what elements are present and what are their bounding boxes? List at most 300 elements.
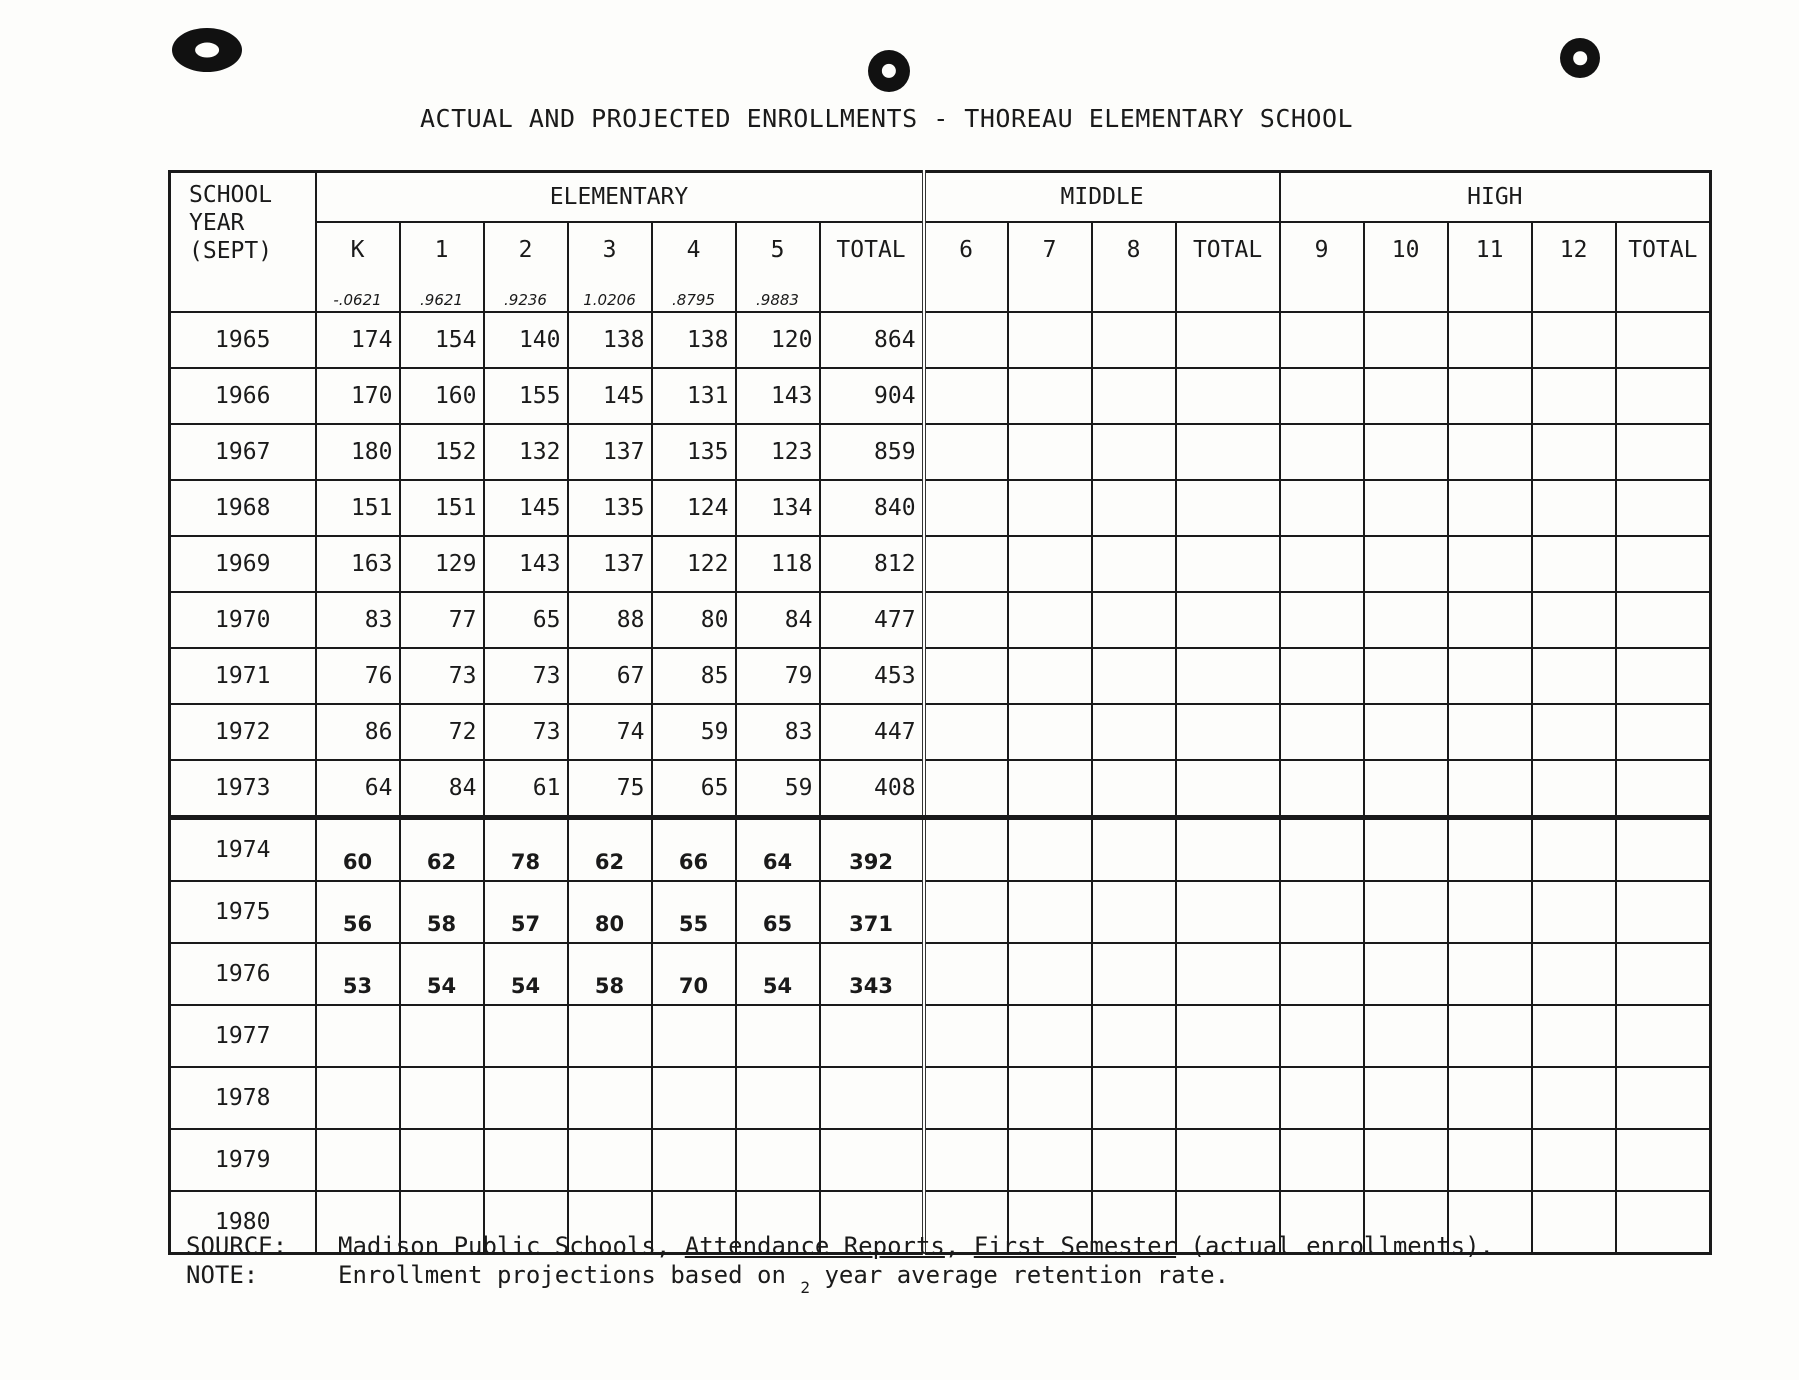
elementary-group-header: ELEMENTARY (316, 172, 924, 223)
enrollment-cell: 66 (652, 818, 736, 882)
elementary-grade-header (652, 222, 736, 312)
elementary-total-cell: 371 (820, 881, 924, 943)
empty-cell (1616, 1129, 1711, 1191)
empty-cell (924, 1067, 1008, 1129)
empty-cell (1092, 424, 1176, 480)
empty-cell (1280, 704, 1364, 760)
enrollment-cell (652, 1005, 736, 1067)
empty-cell (1532, 943, 1616, 1005)
enrollment-cell: 70 (652, 943, 736, 1005)
empty-cell (1008, 648, 1092, 704)
table-row (170, 760, 1711, 818)
table-row (170, 592, 1711, 648)
note-label: NOTE: (186, 1261, 259, 1289)
empty-cell (1364, 818, 1448, 882)
empty-cell (1532, 818, 1616, 882)
enrollment-cell (316, 1067, 400, 1129)
elementary-total-cell (820, 1129, 924, 1191)
empty-cell (1280, 536, 1364, 592)
source-title-semester: First Semester (973, 1232, 1177, 1260)
enrollment-cell: 62 (400, 818, 484, 882)
enrollment-cell: 65 (652, 760, 736, 818)
enrollment-cell: 64 (736, 818, 820, 882)
empty-cell (1616, 312, 1711, 368)
enrollment-cell (568, 1129, 652, 1191)
enrollment-cell: 85 (652, 648, 736, 704)
binder-hole-center (868, 50, 910, 92)
school-year-cell: 1977 (170, 1005, 316, 1067)
enrollment-cell: 124 (652, 480, 736, 536)
empty-cell (924, 536, 1008, 592)
school-year-cell: 1974 (170, 818, 316, 882)
school-year-cell: 1980 (170, 1191, 316, 1254)
empty-cell (1092, 648, 1176, 704)
retention-rate: .8795 (672, 291, 715, 309)
empty-cell (1532, 312, 1616, 368)
enrollment-cell: 59 (652, 704, 736, 760)
empty-cell (1092, 704, 1176, 760)
empty-cell (1364, 312, 1448, 368)
empty-cell (1364, 648, 1448, 704)
enrollment-cell: 73 (484, 648, 568, 704)
group-header-row (170, 172, 1711, 223)
enrollment-cell: 53 (316, 943, 400, 1005)
empty-cell (1092, 480, 1176, 536)
enrollment-cell: 54 (736, 943, 820, 1005)
enrollment-cell: 137 (568, 424, 652, 480)
enrollment-cell: 180 (316, 424, 400, 480)
enrollment-cell: 58 (400, 881, 484, 943)
empty-cell (1280, 1129, 1364, 1191)
empty-cell (1616, 881, 1711, 943)
source-text: Madison Public Schools, (338, 1232, 685, 1260)
empty-cell (1532, 1067, 1616, 1129)
enrollment-cell (316, 1005, 400, 1067)
empty-cell (1176, 480, 1280, 536)
empty-cell (1176, 1067, 1280, 1129)
enrollment-cell: 73 (484, 704, 568, 760)
enrollment-cell: 134 (736, 480, 820, 536)
empty-cell (1364, 536, 1448, 592)
enrollment-cell: 88 (568, 592, 652, 648)
empty-cell (1280, 648, 1364, 704)
enrollment-cell: 83 (316, 592, 400, 648)
enrollment-cell: 64 (316, 760, 400, 818)
enrollment-cell: 143 (736, 368, 820, 424)
enrollment-cell: 145 (484, 480, 568, 536)
empty-cell (1176, 424, 1280, 480)
school-year-cell: 1976 (170, 943, 316, 1005)
school-year-header: SCHOOL YEAR (SEPT) (170, 172, 316, 313)
empty-cell (1616, 1005, 1711, 1067)
elementary-total-cell: 343 (820, 943, 924, 1005)
enrollment-cell: 84 (736, 592, 820, 648)
enrollment-cell: 131 (652, 368, 736, 424)
table-row (170, 536, 1711, 592)
empty-cell (1280, 1005, 1364, 1067)
grade-label: 12 (1559, 237, 1588, 263)
empty-cell (924, 1005, 1008, 1067)
grade-label: 3 (602, 237, 617, 263)
enrollment-cell: 135 (652, 424, 736, 480)
school-year-cell: 1971 (170, 648, 316, 704)
empty-cell (1448, 648, 1532, 704)
empty-cell (1616, 1191, 1711, 1254)
enrollment-cell: 77 (400, 592, 484, 648)
middle-group-header: MIDDLE (924, 172, 1280, 223)
empty-cell (1364, 592, 1448, 648)
table-row (170, 704, 1711, 760)
enrollment-cell (652, 1067, 736, 1129)
empty-cell (1448, 368, 1532, 424)
empty-cell (1532, 760, 1616, 818)
retention-rate: .9621 (420, 291, 463, 309)
high-grade-header (1532, 222, 1616, 312)
empty-cell (924, 480, 1008, 536)
empty-cell (1176, 368, 1280, 424)
note-text: Enrollment projections based on (338, 1261, 801, 1289)
empty-cell (1448, 943, 1532, 1005)
empty-cell (1092, 368, 1176, 424)
empty-cell (1364, 480, 1448, 536)
enrollment-cell: 170 (316, 368, 400, 424)
school-year-cell: 1973 (170, 760, 316, 818)
empty-cell (1532, 424, 1616, 480)
empty-cell (1176, 1005, 1280, 1067)
empty-cell (1364, 1005, 1448, 1067)
enrollment-table-body (170, 312, 1711, 1254)
enrollment-cell (400, 1067, 484, 1129)
empty-cell (1364, 943, 1448, 1005)
elementary-total-cell: 812 (820, 536, 924, 592)
empty-cell (1176, 881, 1280, 943)
empty-cell (1532, 1129, 1616, 1191)
table-row (170, 480, 1711, 536)
empty-cell (1364, 368, 1448, 424)
source-label: SOURCE: (186, 1232, 288, 1260)
enrollment-cell: 59 (736, 760, 820, 818)
enrollment-cell: 60 (316, 818, 400, 882)
enrollment-cell: 65 (736, 881, 820, 943)
empty-cell (924, 592, 1008, 648)
grade-label: TOTAL (1192, 237, 1263, 263)
empty-cell (1616, 704, 1711, 760)
empty-cell (1616, 592, 1711, 648)
empty-cell (1008, 1005, 1092, 1067)
empty-cell (1176, 536, 1280, 592)
grade-label: 4 (686, 237, 701, 263)
empty-cell (1364, 760, 1448, 818)
enrollment-cell: 83 (736, 704, 820, 760)
empty-cell (1448, 1129, 1532, 1191)
table-row (170, 368, 1711, 424)
empty-cell (1280, 312, 1364, 368)
grade-label: TOTAL (1628, 237, 1698, 263)
table-row (170, 1067, 1711, 1129)
document-title: ACTUAL AND PROJECTED ENROLLMENTS - THOREAU ELEMENTARY SCHOOL (420, 104, 1354, 133)
empty-cell (1280, 424, 1364, 480)
enrollment-cell: 132 (484, 424, 568, 480)
grade-header-row (170, 222, 1711, 312)
empty-cell (924, 881, 1008, 943)
school-year-cell: 1979 (170, 1129, 316, 1191)
grade-label: 7 (1042, 237, 1057, 263)
empty-cell (1448, 312, 1532, 368)
high-grade-header (1616, 222, 1711, 312)
enrollment-cell: 129 (400, 536, 484, 592)
empty-cell (1616, 648, 1711, 704)
empty-cell (1092, 536, 1176, 592)
elementary-total-cell: 864 (820, 312, 924, 368)
enrollment-cell: 54 (484, 943, 568, 1005)
empty-cell (1092, 592, 1176, 648)
empty-cell (1532, 1191, 1616, 1254)
note-number: 2 (800, 1278, 811, 1297)
empty-cell (924, 312, 1008, 368)
high-grade-header (1448, 222, 1532, 312)
enrollment-cell: 155 (484, 368, 568, 424)
enrollment-cell (736, 1005, 820, 1067)
enrollment-cell: 86 (316, 704, 400, 760)
empty-cell (1448, 480, 1532, 536)
enrollment-cell: 118 (736, 536, 820, 592)
elementary-grade-header (316, 222, 400, 312)
school-year-cell: 1965 (170, 312, 316, 368)
empty-cell (1008, 818, 1092, 882)
school-year-cell: 1975 (170, 881, 316, 943)
school-year-cell: 1969 (170, 536, 316, 592)
empty-cell (1176, 943, 1280, 1005)
enrollment-cell: 135 (568, 480, 652, 536)
empty-cell (1616, 424, 1711, 480)
table-row (170, 312, 1711, 368)
enrollment-cell: 58 (568, 943, 652, 1005)
empty-cell (1616, 1067, 1711, 1129)
empty-cell (1008, 704, 1092, 760)
enrollment-table (168, 170, 1712, 1255)
school-year-cell: 1968 (170, 480, 316, 536)
retention-rate: .9883 (756, 291, 799, 309)
source-separator: , (944, 1232, 974, 1260)
empty-cell (1364, 881, 1448, 943)
enrollment-cell: 84 (400, 760, 484, 818)
enrollment-cell: 57 (484, 881, 568, 943)
table-row (170, 1005, 1711, 1067)
empty-cell (1532, 368, 1616, 424)
enrollment-cell: 151 (316, 480, 400, 536)
enrollment-cell: 160 (400, 368, 484, 424)
high-grade-header (1280, 222, 1364, 312)
grade-label: 9 (1314, 237, 1329, 263)
empty-cell (1176, 1129, 1280, 1191)
empty-cell (1176, 760, 1280, 818)
school-year-cell: 1972 (170, 704, 316, 760)
empty-cell (924, 424, 1008, 480)
source-title-attendance: Attendance Reports (684, 1232, 945, 1260)
empty-cell (1532, 536, 1616, 592)
enrollment-cell: 163 (316, 536, 400, 592)
elementary-total-cell: 453 (820, 648, 924, 704)
grade-label: 10 (1391, 237, 1420, 263)
empty-cell (1092, 760, 1176, 818)
document-footer (186, 1232, 1494, 1297)
empty-cell (1008, 480, 1092, 536)
enrollment-cell: 76 (316, 648, 400, 704)
empty-cell (1280, 760, 1364, 818)
empty-cell (1008, 1067, 1092, 1129)
enrollment-cell: 61 (484, 760, 568, 818)
empty-cell (1448, 818, 1532, 882)
enrollment-cell (484, 1067, 568, 1129)
enrollment-cell: 138 (652, 312, 736, 368)
empty-cell (1448, 1005, 1532, 1067)
empty-cell (1092, 943, 1176, 1005)
empty-cell (1616, 480, 1711, 536)
empty-cell (1448, 424, 1532, 480)
empty-cell (1280, 592, 1364, 648)
empty-cell (924, 943, 1008, 1005)
enrollment-cell: 78 (484, 818, 568, 882)
enrollment-cell (568, 1067, 652, 1129)
enrollment-cell (400, 1005, 484, 1067)
enrollment-cell: 143 (484, 536, 568, 592)
grade-label: 1 (434, 237, 449, 263)
grade-label: 5 (770, 237, 785, 263)
enrollment-cell: 120 (736, 312, 820, 368)
enrollment-cell: 73 (400, 648, 484, 704)
empty-cell (1280, 368, 1364, 424)
empty-cell (1008, 1129, 1092, 1191)
school-year-cell: 1970 (170, 592, 316, 648)
empty-cell (1532, 1005, 1616, 1067)
enrollment-cell (316, 1129, 400, 1191)
empty-cell (1008, 424, 1092, 480)
empty-cell (1448, 536, 1532, 592)
enrollment-cell: 151 (400, 480, 484, 536)
empty-cell (924, 818, 1008, 882)
middle-grade-header (1176, 222, 1280, 312)
school-year-cell: 1967 (170, 424, 316, 480)
table-row (170, 818, 1711, 882)
empty-cell (1448, 881, 1532, 943)
empty-cell (1008, 881, 1092, 943)
enrollment-cell: 62 (568, 818, 652, 882)
empty-cell (1176, 592, 1280, 648)
empty-cell (924, 1129, 1008, 1191)
school-year-cell: 1978 (170, 1067, 316, 1129)
empty-cell (924, 760, 1008, 818)
middle-grade-header (1008, 222, 1092, 312)
empty-cell (1176, 818, 1280, 882)
enrollment-cell: 140 (484, 312, 568, 368)
grade-label: 8 (1126, 237, 1141, 263)
enrollment-cell (400, 1129, 484, 1191)
empty-cell (1532, 704, 1616, 760)
empty-cell (1448, 760, 1532, 818)
empty-cell (1532, 480, 1616, 536)
empty-cell (1092, 1005, 1176, 1067)
empty-cell (1092, 881, 1176, 943)
enrollment-cell: 80 (568, 881, 652, 943)
elementary-grade-header (484, 222, 568, 312)
empty-cell (1092, 1067, 1176, 1129)
empty-cell (1280, 1067, 1364, 1129)
binder-hole-left (172, 28, 242, 72)
enrollment-cell: 74 (568, 704, 652, 760)
elementary-total-cell: 859 (820, 424, 924, 480)
elementary-grade-header (400, 222, 484, 312)
elementary-grade-header (820, 222, 924, 312)
empty-cell (1532, 648, 1616, 704)
empty-cell (1532, 881, 1616, 943)
enrollment-cell: 137 (568, 536, 652, 592)
retention-rate: -.0621 (333, 291, 382, 309)
empty-cell (1280, 881, 1364, 943)
empty-cell (1616, 760, 1711, 818)
empty-cell (1280, 480, 1364, 536)
empty-cell (1448, 704, 1532, 760)
empty-cell (924, 648, 1008, 704)
enrollment-cell: 56 (316, 881, 400, 943)
middle-grade-header (1092, 222, 1176, 312)
table-row (170, 648, 1711, 704)
school-year-cell: 1966 (170, 368, 316, 424)
grade-label: K (350, 237, 365, 263)
enrollment-cell: 145 (568, 368, 652, 424)
enrollment-cell (736, 1129, 820, 1191)
elementary-total-cell: 904 (820, 368, 924, 424)
enrollment-cell: 79 (736, 648, 820, 704)
empty-cell (1532, 592, 1616, 648)
empty-cell (1008, 368, 1092, 424)
empty-cell (1364, 1129, 1448, 1191)
high-group-header: HIGH (1280, 172, 1711, 223)
elementary-total-cell: 477 (820, 592, 924, 648)
grade-label: 11 (1475, 237, 1504, 263)
note-text-tail: year average retention rate. (810, 1261, 1230, 1289)
empty-cell (1616, 943, 1711, 1005)
elementary-grade-header (736, 222, 820, 312)
enrollment-cell: 152 (400, 424, 484, 480)
enrollment-cell: 54 (400, 943, 484, 1005)
empty-cell (1364, 424, 1448, 480)
empty-cell (1280, 943, 1364, 1005)
enrollment-cell: 122 (652, 536, 736, 592)
empty-cell (1008, 536, 1092, 592)
enrollment-cell: 75 (568, 760, 652, 818)
empty-cell (1176, 648, 1280, 704)
source-text-tail: (actual enrollments). (1176, 1232, 1494, 1260)
elementary-total-cell: 408 (820, 760, 924, 818)
enrollment-cell (652, 1129, 736, 1191)
enrollment-cell: 67 (568, 648, 652, 704)
enrollment-cell: 174 (316, 312, 400, 368)
table-row (170, 943, 1711, 1005)
enrollment-cell (484, 1129, 568, 1191)
table-row (170, 881, 1711, 943)
retention-rate: .9236 (504, 291, 547, 309)
elementary-total-cell (820, 1005, 924, 1067)
empty-cell (1092, 818, 1176, 882)
empty-cell (1448, 1067, 1532, 1129)
enrollment-cell: 138 (568, 312, 652, 368)
empty-cell (924, 368, 1008, 424)
enrollment-cell: 80 (652, 592, 736, 648)
table-row (170, 424, 1711, 480)
elementary-total-cell: 392 (820, 818, 924, 882)
enrollment-cell (568, 1005, 652, 1067)
empty-cell (1092, 312, 1176, 368)
